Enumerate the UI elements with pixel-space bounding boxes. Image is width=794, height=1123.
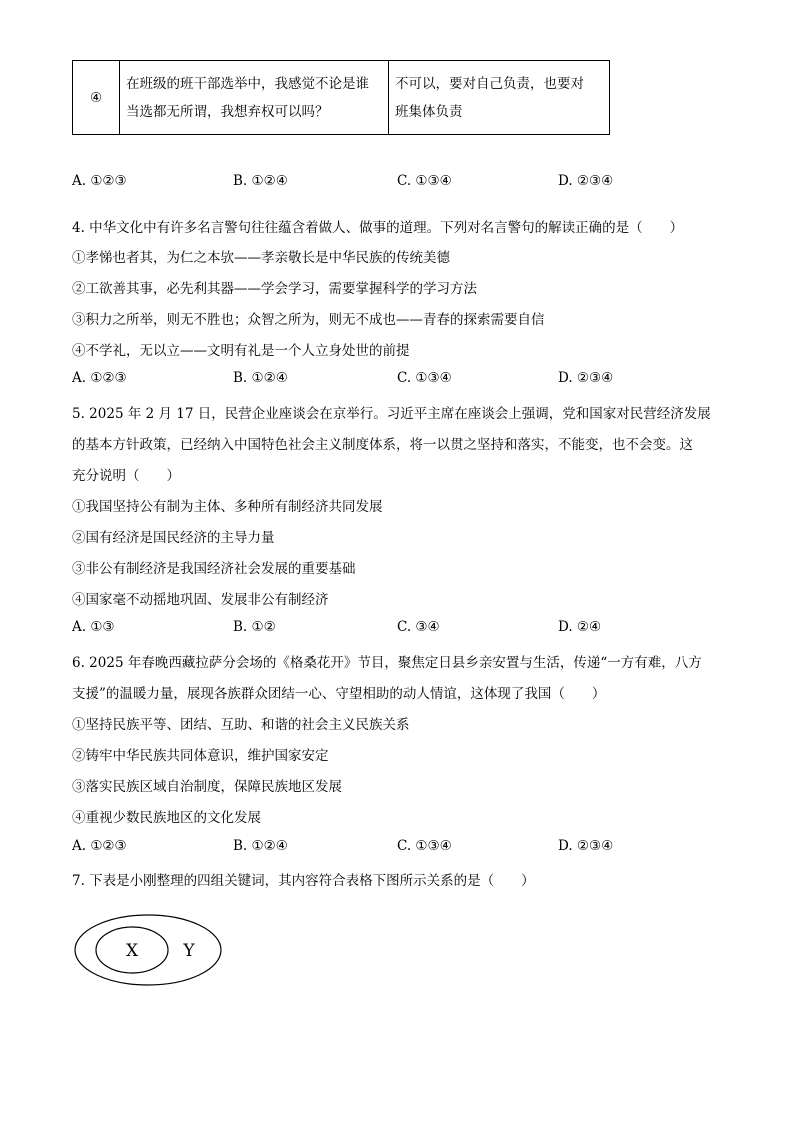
q5-option-c: C. ③④ — [397, 619, 440, 635]
q6-item-3: ③落实民族区域自治制度，保障民族地区发展 — [72, 779, 342, 795]
q5-stem-line-2: 的基本方针政策，已经纳入中国特色社会主义制度体系，将一以贯之坚持和落实，不能变，也不会变。这 — [72, 437, 693, 453]
q6-option-b: B. ①②④ — [233, 838, 288, 854]
q7-stem: 7. 下表是小刚整理的四组关键词，其内容符合表格下图所示关系的是（ ） — [72, 873, 535, 889]
q3-option-a: A. ①②③ — [72, 173, 127, 189]
scenario-line-2: 当选都无所谓，我想弃权可以吗？ — [126, 103, 329, 120]
question-table — [72, 60, 610, 135]
q3-option-c: C. ①③④ — [397, 173, 452, 189]
q6-option-d: D. ②③④ — [558, 838, 614, 854]
q5-item-2: ②国有经济是国民经济的主导力量 — [72, 530, 275, 546]
q3-option-b: B. ①②④ — [233, 173, 288, 189]
scenario-line-1: 在班级的班干部选举中，我感觉不论是谁 — [126, 75, 369, 92]
q5-option-b: B. ①② — [233, 619, 276, 635]
scenario-cell — [120, 61, 389, 135]
q4-option-a: A. ①②③ — [72, 370, 127, 386]
q6-option-a: A. ①②③ — [72, 838, 127, 854]
q4-item-4: ④不学礼，无以立——文明有礼是一个人立身处世的前提 — [72, 343, 410, 359]
q6-stem-line-2: 支援”的温暖力量，展现各族群众团结一心、守望相助的动人情谊，这体现了我国（ ） — [72, 686, 606, 702]
answer-cell — [389, 61, 610, 135]
inner-label-x: X — [125, 941, 139, 961]
q6-option-c: C. ①③④ — [397, 838, 452, 854]
q5-item-1: ①我国坚持公有制为主体、多种所有制经济共同发展 — [72, 499, 383, 515]
q6-item-1: ①坚持民族平等、团结、互助、和谐的社会主义民族关系 — [72, 717, 410, 733]
q5-option-d: D. ②④ — [558, 619, 602, 635]
q5-item-4: ④国家毫不动摇地巩固、发展非公有制经济 — [72, 592, 329, 608]
answer-line-2: 班集体负责 — [395, 103, 463, 120]
row-number: ④ — [73, 61, 120, 135]
q6-item-4: ④重视少数民族地区的文化发展 — [72, 810, 261, 826]
answer-line-1: 不可以，要对自己负责，也要对 — [395, 75, 584, 92]
q4-option-c: C. ①③④ — [397, 370, 452, 386]
table-row — [73, 61, 610, 135]
q6-item-2: ②铸牢中华民族共同体意识，维护国家安定 — [72, 748, 329, 764]
q4-item-3: ③积力之所举，则无不胜也；众智之所为，则无不成也——青春的探索需要自信 — [72, 312, 545, 328]
q5-item-3: ③非公有制经济是我国经济社会发展的重要基础 — [72, 561, 356, 577]
q5-stem-line-3: 充分说明（ ） — [72, 468, 180, 484]
q4-item-1: ①孝悌也者其，为仁之本欤——孝亲敬长是中华民族的传统美德 — [72, 250, 450, 266]
q3-option-d: D. ②③④ — [558, 173, 614, 189]
venn-diagram — [72, 912, 226, 988]
q4-item-2: ②工欲善其事，必先利其器——学会学习，需要掌握科学的学习方法 — [72, 281, 477, 297]
outer-label-y: Y — [183, 941, 195, 961]
q5-option-a: A. ①③ — [72, 619, 115, 635]
q4-stem: 4. 中华文化中有许多名言警句往往蕴含着做人、做事的道理。下列对名言警句的解读正确的是（ ） — [72, 220, 684, 236]
q6-stem-line-1: 6. 2025 年春晚西藏拉萨分会场的《格桑花开》节目，聚焦定日县乡亲安置与生活，传递“一方有难，八方 — [72, 655, 702, 671]
outer-ellipse — [75, 915, 221, 985]
q4-option-b: B. ①②④ — [233, 370, 288, 386]
q5-stem-line-1: 5. 2025 年 2 月 17 日，民营企业座谈会在京举行。习近平主席在座谈会上强调，党和国家对民营经济发展 — [72, 406, 711, 422]
q4-option-d: D. ②③④ — [558, 370, 614, 386]
